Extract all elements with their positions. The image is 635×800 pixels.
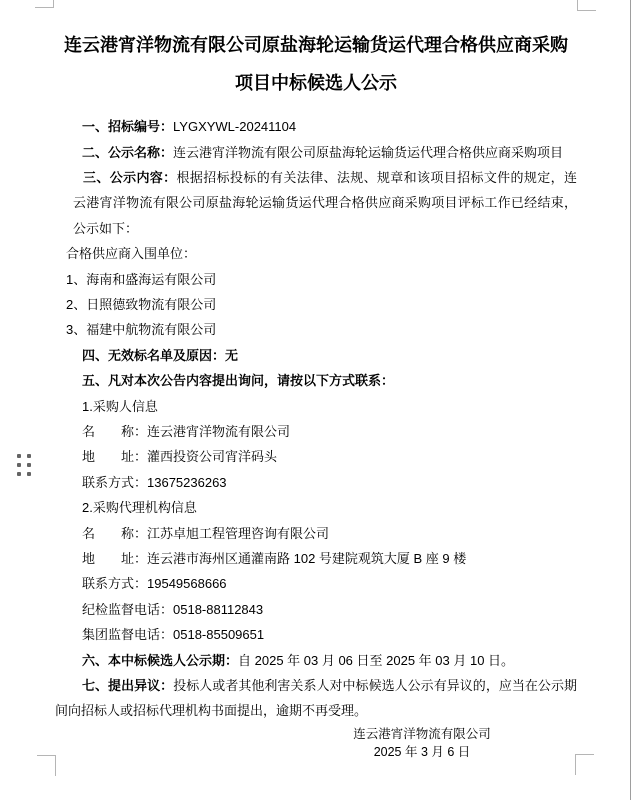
invalid-bids-label: 四、无效标名单及原因： (82, 347, 226, 363)
margin-mark-top-left-icon (35, 0, 54, 8)
agency-heading: 2.采购代理机构信息 (82, 500, 197, 516)
shortlist-item-2: 2、日照德致物流有限公司 (66, 296, 217, 312)
signature-company: 连云港宵洋物流有限公司 (353, 726, 491, 741)
agency-contact: 联系方式：19549568666 (82, 576, 227, 592)
publicity-period-label: 六、本中标候选人公示期： (82, 652, 239, 668)
margin-mark-bottom-right-icon (575, 754, 594, 775)
bid-number-label: 一、招标编号： (82, 119, 174, 135)
objection-label: 七、提出异议： (82, 678, 174, 694)
notice-content-paragraph (73, 165, 577, 241)
drag-dot (27, 454, 31, 458)
purchaser-heading: 1.采购人信息 (82, 398, 158, 414)
publicity-period-line (55, 648, 577, 673)
notice-name-label: 二、公示名称： (82, 144, 174, 160)
drag-dot (17, 472, 21, 476)
objection-paragraph (55, 673, 577, 724)
drag-dot (17, 454, 21, 458)
publicity-period-value: 自 2025 年 03 月 06 日至 2025 年 03 月 10 日。 (238, 652, 515, 668)
signature-date: 2025 年 3 月 6 日 (373, 745, 471, 760)
bid-number-value: LYGXYWL-20241104 (173, 119, 297, 135)
document-title-line1: 连云港宵洋物流有限公司原盐海轮运输货运代理合格供应商采购 (64, 35, 568, 56)
drag-dot (27, 463, 31, 467)
agency-address: 地 址：连云港市海州区通灌南路 102 号建院观筑大厦 B 座 9 楼 (82, 551, 467, 566)
margin-mark-bottom-left-icon (37, 755, 56, 776)
notice-name-value: 连云港宵洋物流有限公司原盐海轮运输货运代理合格供应商采购项目 (173, 144, 564, 160)
contact-heading-label: 五、凡对本次公告内容提出询问，请按以下方式联系： (82, 373, 395, 389)
purchaser-address: 地 址：灌西投资公司宵洋码头 (82, 449, 278, 465)
agency-group-phone: 集团监督电话：0518-85509651 (82, 627, 265, 643)
notice-content-label: 三、公示内容： (83, 169, 177, 185)
objection-value: 投标人或者其他利害关系人对中标候选人公示有异议的，应当在公示期间向招标人或招标代理机构书面提出，逾期不再受理。 (55, 678, 577, 719)
agency-name: 名 称：江苏卓旭工程管理咨询有限公司 (82, 525, 330, 541)
contact-heading-line (55, 368, 577, 393)
bid-number-line (55, 114, 577, 139)
document-text-area (55, 12, 577, 762)
drag-dot (17, 463, 21, 467)
drag-handle-icon[interactable] (17, 454, 31, 476)
invalid-bids-line (55, 343, 577, 368)
document-body (55, 114, 577, 762)
notice-name-line (55, 140, 577, 165)
document-title-line2: 项目中标候选人公示 (235, 73, 397, 94)
signature-block (312, 725, 532, 762)
invalid-bids-value: 无 (225, 347, 239, 363)
drag-dot (27, 472, 31, 476)
notice-content-value: 根据招标投标的有关法律、法规、规章和该项目招标文件的规定，连云港宵洋物流有限公司原盐海轮运输货运代理合格供应商采购项目评标工作已经结束，公示如下： (73, 169, 577, 236)
page-edge-line (630, 0, 631, 800)
margin-mark-top-right-icon (577, 0, 596, 11)
shortlist-item-1: 1、海南和盛海运有限公司 (66, 271, 217, 287)
purchaser-name: 名 称：连云港宵洋物流有限公司 (82, 423, 291, 439)
shortlist-item-3: 3、福建中航物流有限公司 (66, 322, 217, 338)
document-title (55, 12, 577, 102)
agency-discipline-phone: 纪检监督电话：0518-88112843 (82, 601, 264, 617)
shortlist-intro: 合格供应商入围单位： (66, 246, 197, 262)
purchaser-contact: 联系方式：13675236263 (82, 474, 227, 490)
